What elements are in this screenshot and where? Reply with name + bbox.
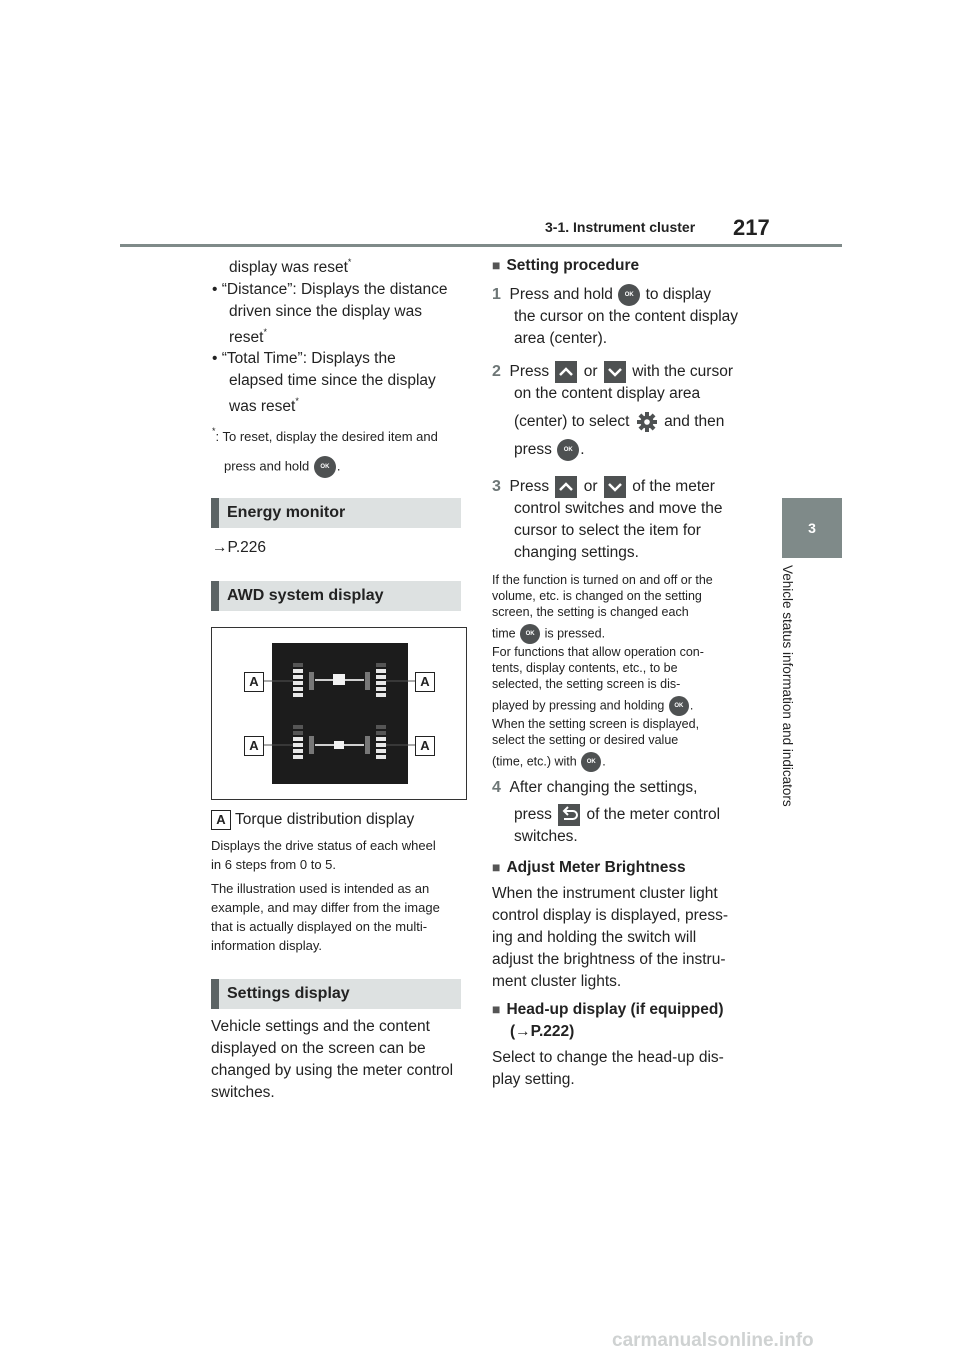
callout-a: A xyxy=(244,672,264,692)
heading-awd-display: AWD system display xyxy=(211,581,461,611)
step-1: 1 Press and hold OK to display the cursor on the content display area (center). xyxy=(492,284,738,350)
ok-button-icon: OK xyxy=(314,456,336,478)
bullet-distance: • “Distance”: Displays the distance driven since the display was reset* xyxy=(212,281,448,346)
setting-procedure-title: ■ Setting procedure xyxy=(492,257,640,274)
down-arrow-button-icon xyxy=(604,476,626,498)
hud-description: Select to change the head-up dis- play setting. xyxy=(492,1049,724,1088)
awd-description: Displays the drive status of each wheel in 6 steps from 0 to 5. xyxy=(211,838,436,872)
chapter-tab[interactable]: 3 xyxy=(782,498,842,558)
step-4: 4 After changing the settings, press of the meter control switches. xyxy=(492,779,721,846)
watermark: carmanualsonline.info xyxy=(612,1330,814,1351)
brightness-title: ■ Adjust Meter Brightness xyxy=(492,859,686,876)
brightness-description: When the instrument cluster light control display is displayed, press- ing and holding the switch will adjust the brightness of the instru- ment cluster lights. xyxy=(492,885,729,990)
step-2: 2 Press or with the cursor on the content display area (center) to select and then press OK . xyxy=(492,361,733,461)
callout-a: A xyxy=(415,736,435,756)
ok-button-icon: OK xyxy=(557,439,579,461)
chapter-label: Vehicle status information and indicators xyxy=(780,565,795,807)
heading-energy-monitor: Energy monitor xyxy=(211,498,461,528)
heading-settings-display: Settings display xyxy=(211,979,461,1009)
callout-a: A xyxy=(244,736,264,756)
legend-torque: A Torque distribution display xyxy=(211,809,414,831)
ok-button-icon: OK xyxy=(669,696,689,716)
callout-a: A xyxy=(415,672,435,692)
reset-note: *: To reset, display the desired item and press and hold OK . xyxy=(212,427,438,478)
header-rule xyxy=(120,244,842,247)
hud-title: ■ Head-up display (if equipped) (→P.222) xyxy=(492,1001,724,1040)
awd-note: The illustration used is intended as an example, and may differ from the image that is actually displayed on the multi- information display. xyxy=(211,881,440,953)
section-title: 3-1. Instrument cluster xyxy=(545,219,696,235)
awd-screen-graphic xyxy=(212,628,466,799)
gear-icon xyxy=(636,411,658,433)
up-arrow-button-icon xyxy=(555,361,577,383)
page-number: 217 xyxy=(733,215,770,240)
ok-button-icon: OK xyxy=(520,624,540,644)
ok-button-icon: OK xyxy=(581,752,601,772)
continued-text: display was reset* xyxy=(229,257,352,276)
back-button-icon xyxy=(558,804,580,826)
callout-a: A xyxy=(211,810,231,830)
ok-button-icon: OK xyxy=(618,284,640,306)
bullet-total-time: • “Total Time”: Displays the elapsed time since the display was reset* xyxy=(212,350,436,415)
step-3: 3 Press or of the meter control switches and move the cursor to select the item for changing settings. xyxy=(492,476,723,564)
up-arrow-button-icon xyxy=(555,476,577,498)
energy-monitor-ref[interactable]: →P.226 xyxy=(212,539,267,556)
down-arrow-button-icon xyxy=(604,361,626,383)
awd-illustration xyxy=(211,627,467,800)
setting-note: If the function is turned on and off or the volume, etc. is changed on the setting screen, the setting is changed each time OK is pressed. For functions that allow operation con- tents, display contents, etc., to be selected, the setting screen is dis- played by pressing and holding OK . When the setting screen is displayed, select the setting or desired value (time, etc.) with OK . xyxy=(492,572,713,772)
settings-description: Vehicle settings and the content displayed on the screen can be changed by using the meter control switches. xyxy=(211,1018,454,1101)
